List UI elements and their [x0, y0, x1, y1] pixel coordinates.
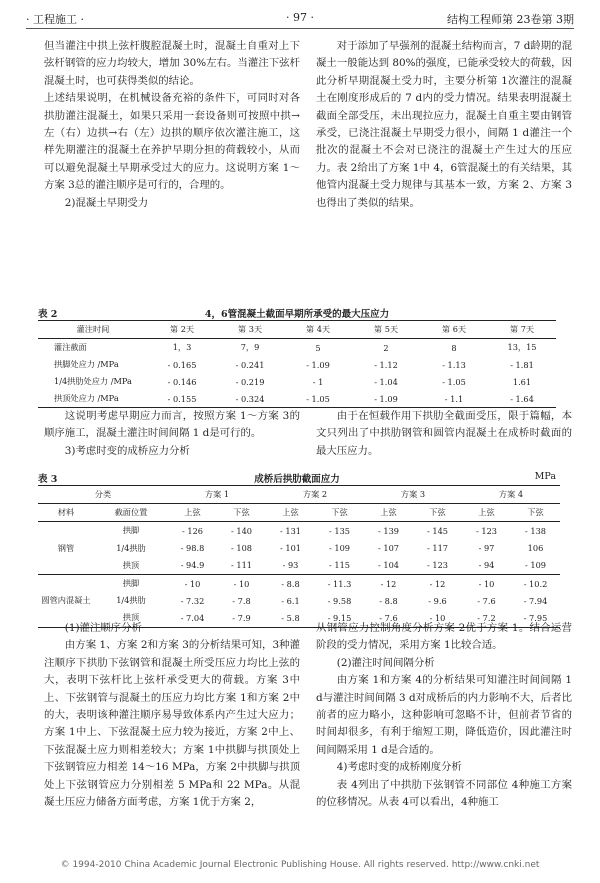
table-cell: - 7.32 — [180, 595, 205, 606]
table-cell: - 10 — [462, 574, 511, 592]
paragraph: 3)考虑时变的成桥应力分析 — [64, 444, 190, 457]
table-cell: - 5.8 — [281, 612, 300, 623]
table-cell: - 10 — [168, 574, 217, 592]
table-cell: - 9.15 — [327, 612, 352, 623]
table-cell: 13，15 — [507, 342, 537, 352]
table-cell: - 7.6 — [379, 612, 398, 623]
running-header — [26, 8, 574, 29]
table-cell: - 107 — [378, 543, 399, 554]
paragraph: 2)混凝土早期受力 — [64, 196, 149, 209]
table-cell: - 135 — [329, 525, 350, 536]
table-cell: - 101 — [280, 543, 301, 554]
paragraph: 上述结果说明，在机械设备充裕的条件下，可同时对各拱肋灌注混凝土，如果只采用一套设备则可按照中拱→左（右）边拱→右（左）边拱的顺序依次灌注施工，这样先期灌注的混凝土在养护早期分担的荷载较小，从而可以避免混凝土早期承受过大的应力。这说明方案 1～方案 3总的灌注顺序是可行的，合理的。 — [44, 92, 300, 192]
scheme-header: 方案 3 — [364, 486, 462, 504]
position-label: 1/4拱肋 — [116, 595, 146, 606]
table-3-number: 表 3 — [38, 474, 58, 485]
paragraph: 表 4列出了中拱肋下弦钢管不同部位 4种施工方案的位移情况。从表 4可以看出，4种施工 — [316, 778, 572, 809]
table-cell: - 97 — [478, 543, 495, 554]
table-row — [38, 356, 556, 373]
table-cell: - 123 — [476, 525, 497, 536]
subheader-cell: 下弦 — [511, 504, 560, 522]
table-cell: - 9.58 — [327, 595, 352, 606]
table-cell: - 98.8 — [180, 543, 205, 554]
table-cell: - 1.13 — [442, 359, 466, 370]
table-cell: - 126 — [182, 525, 203, 536]
table-cell: - 8.8 — [266, 574, 315, 592]
table-cell: - 6.1 — [281, 595, 300, 606]
table-cell: - 139 — [378, 525, 399, 536]
table-cell: - 1 — [312, 376, 324, 387]
table-cell: - 104 — [378, 560, 399, 571]
table-cell: - 0.219 — [235, 376, 265, 387]
table-cell: - 109 — [329, 543, 350, 554]
table-row — [38, 540, 560, 557]
table-cell: - 12 — [413, 574, 462, 592]
table-row — [38, 339, 556, 357]
table-cell: - 0.324 — [235, 393, 265, 404]
table-2 — [38, 320, 556, 408]
right-column-bottom — [316, 620, 572, 811]
table-cell: - 93 — [282, 560, 299, 571]
table-cell: - 1.09 — [306, 359, 330, 370]
table-cell: - 115 — [329, 560, 350, 571]
paragraph: 4)考虑时变的成桥刚度分析 — [336, 761, 462, 774]
position-label: 拱顶 — [122, 559, 140, 570]
table-cell: 7，9 — [240, 342, 260, 352]
table-cell: - 1.12 — [374, 359, 398, 370]
table-cell: - 1.1 — [444, 393, 464, 404]
material-label: 圆管内混凝土 — [38, 574, 94, 627]
scheme-header: 方案 1 — [168, 486, 266, 504]
table-row — [38, 592, 560, 609]
material-label: 钢管 — [57, 542, 75, 553]
table-cell: - 0.146 — [167, 376, 197, 387]
table-2-header-cell: 灌注时间 — [38, 321, 148, 339]
row-label: 灌注截面 — [54, 342, 87, 352]
table-cell: - 8.8 — [379, 595, 398, 606]
subheader-cell: 上弦 — [364, 504, 413, 522]
table-cell: 5 — [315, 342, 321, 353]
section-label: · 工程施工 · — [26, 13, 84, 26]
table-2-header-cell: 第 6天 — [420, 321, 488, 339]
table-cell: - 12 — [364, 574, 413, 592]
table-cell: - 7.8 — [232, 595, 251, 606]
table-cell: 1.61 — [512, 376, 532, 387]
left-column-top — [44, 38, 300, 212]
subheader-cell: 截面位置 — [94, 504, 168, 522]
table-3-subheader-row — [38, 504, 560, 522]
table-cell: - 1.05 — [442, 376, 466, 387]
table-cell: - 9.6 — [428, 595, 447, 606]
paragraph: (2)灌注时间间隔分析 — [336, 656, 435, 669]
table-3-title: 成桥后拱肋截面应力 — [254, 474, 340, 485]
table-cell: - 7.04 — [180, 612, 205, 623]
table-cell: - 131 — [280, 525, 301, 536]
table-cell: - 7.94 — [523, 595, 548, 606]
table-cell: - 7.2 — [477, 612, 496, 623]
table-cell: - 145 — [427, 525, 448, 536]
table-cell: - 109 — [525, 560, 546, 571]
group-label: 分类 — [38, 486, 168, 504]
table-cell: - 1.81 — [510, 359, 534, 370]
position-label: 拱脚 — [122, 525, 140, 536]
journal-name: 结构工程师第 23卷第 3期 — [447, 13, 574, 26]
table-cell: - 0.155 — [167, 393, 197, 404]
position-label: 拱顶 — [122, 612, 140, 623]
table-row — [38, 390, 556, 408]
table-row — [38, 574, 560, 592]
right-column-top — [316, 38, 572, 212]
right-column-middle — [316, 408, 572, 460]
row-label: 拱顶处应力 /MPa — [54, 393, 119, 403]
table-cell: - 94.9 — [180, 560, 205, 571]
table-cell: - 123 — [427, 560, 448, 571]
subheader-cell: 下弦 — [413, 504, 462, 522]
subheader-cell: 下弦 — [315, 504, 364, 522]
left-column-bottom — [44, 620, 300, 811]
table-cell: - 7.95 — [523, 612, 548, 623]
subheader-cell: 下弦 — [217, 504, 266, 522]
table-cell: - 10 — [429, 612, 446, 623]
table-row — [38, 522, 560, 540]
table-row — [38, 557, 560, 575]
table-cell: - 7.9 — [232, 612, 251, 623]
left-column-middle — [44, 408, 300, 460]
paragraph: 对于添加了早强剂的混凝土结构而言，7 d龄期的混凝土一般能达到 80%的强度，已能承受较大的荷载，因此分析早期混凝土受力时，主要分析第 1次灌注的混凝土在刚度形成后的 7 d内的受力情况。结果表明混凝土截面全部受压，未出现拉应力，混凝土自重主要由钢管承受，已浇注混凝土早期受力很小，间隔 1 d灌注一个批次的混凝土不会对已浇注的混凝土产生过大的压应力。表 2给出了方案 1中 4，6管混凝土的有关结果，其他管内混凝土受力规律与其基本一致，方案 2、方案 3也得出了类似的结果。 — [316, 40, 572, 209]
page-number: · 97 · — [286, 11, 314, 24]
table-2-title: 4，6管混凝土截面早期所承受的最大压应力 — [204, 309, 390, 320]
subheader-cell: 上弦 — [462, 504, 511, 522]
scheme-header: 方案 4 — [462, 486, 560, 504]
table-cell: - 10 — [217, 574, 266, 592]
table-cell: - 11.3 — [315, 574, 364, 592]
table-cell: - 10.2 — [511, 574, 560, 592]
paragraph: 从钢管应力控制角度分析方案 2优于方案 1。结合运营阶段的受力情况，采用方案 1比较合适。 — [316, 622, 572, 652]
row-label: 拱脚处应力 /MPa — [54, 359, 119, 369]
paragraph: 但当灌注中拱上弦杆腹腔混凝土时，混凝土自重对上下弦杆钢管的应力均较大，增加 30%左右。当灌注下弦杆混凝土时，也可获得类似的结论。 — [44, 40, 300, 87]
paragraph: 由方案 1和方案 4的分析结果可知灌注时间间隔 1 d与灌注时间间隔 3 d对成桥后的内力影响不大，后者比前者的应力略小，这种影响可忽略不计，但前者节省的时间却很多，有利于缩短工期，降低造价，因此灌注时间间隔采用 1 d是合适的。 — [316, 674, 572, 756]
table-cell: - 0.241 — [235, 359, 265, 370]
subheader-cell: 上弦 — [168, 504, 217, 522]
table-row — [38, 373, 556, 390]
table-cell: - 111 — [231, 560, 252, 571]
paragraph: (1)灌注顺序分析 — [64, 622, 142, 634]
table-2-number: 表 2 — [38, 309, 58, 320]
table-cell: - 140 — [231, 525, 252, 536]
table-3-scheme-row — [38, 486, 560, 504]
table-cell: - 1.04 — [374, 376, 398, 387]
table-cell: - 108 — [231, 543, 252, 554]
table-cell: - 94 — [478, 560, 495, 571]
row-label: 1/4拱肋处应力 /MPa — [54, 376, 132, 386]
table-2-header-cell: 第 3天 — [216, 321, 284, 339]
table-2-header-cell: 第 5天 — [352, 321, 420, 339]
table-cell: - 1.05 — [306, 393, 330, 404]
table-cell: 2 — [383, 342, 389, 353]
table-cell: - 138 — [525, 525, 546, 536]
table-cell: - 117 — [427, 543, 448, 554]
position-label: 1/4拱肋 — [116, 542, 146, 553]
paragraph: 这说明考虑早期应力而言，按照方案 1～方案 3的顺序施工，混凝土灌注时间间隔 1 d是可行的。 — [44, 410, 300, 440]
table-3-unit: MPa — [534, 471, 556, 482]
table-2-header-cell: 第 2天 — [148, 321, 216, 339]
scheme-header: 方案 2 — [266, 486, 364, 504]
table-2-header-row — [38, 321, 556, 339]
table-cell: 106 — [527, 543, 544, 554]
subheader-cell: 上弦 — [266, 504, 315, 522]
table-cell: - 1.09 — [374, 393, 398, 404]
table-cell: - 7.6 — [477, 595, 496, 606]
position-label: 拱脚 — [94, 574, 168, 592]
table-2-header-cell: 第 7天 — [488, 321, 556, 339]
table-cell: - 1.64 — [510, 393, 534, 404]
paragraph: 由于在恒载作用下拱肋全截面受压，限于篇幅，本文只列出了中拱肋钢管和圆管内混凝土在成桥时截面的最大压应力。 — [316, 410, 572, 457]
table-cell: 1，3 — [172, 342, 192, 352]
table-2-header-cell: 第 4天 — [284, 321, 352, 339]
table-cell: - 0.165 — [167, 359, 197, 370]
table-cell: 8 — [451, 342, 457, 353]
paragraph: 由方案 1、方案 2和方案 3的分析结果可知，3种灌注顺序下拱肋下弦钢管和混凝土所受压应力均比上弦的大，表明下弦杆比上弦杆承受更大的荷载。方案 3中上、下弦钢管与混凝土的压应力均比方案 1和方案 2中的大，表明该种灌注顺序易导致体系内产生过大应力；方案 1中上、下弦混凝土应力较为接近，方案 2中上、下弦混凝土应力则相差较大；方案 1中拱脚与拱顶处上下弦钢管应力相差 14～16 MPa，方案 2中拱脚与拱顶处上下弦钢管应力分别相差 5 MPa和 22 MPa。从混凝土压应力储备方面考虑，方案 1优于方案 2， — [44, 639, 300, 809]
copyright-footer: © 1994-2010 China Academic Journal Electronic Publishing House. All rights reserved. http://www.cnki.net — [60, 860, 540, 870]
table-3 — [38, 485, 560, 628]
subheader-cell: 材料 — [38, 504, 94, 522]
